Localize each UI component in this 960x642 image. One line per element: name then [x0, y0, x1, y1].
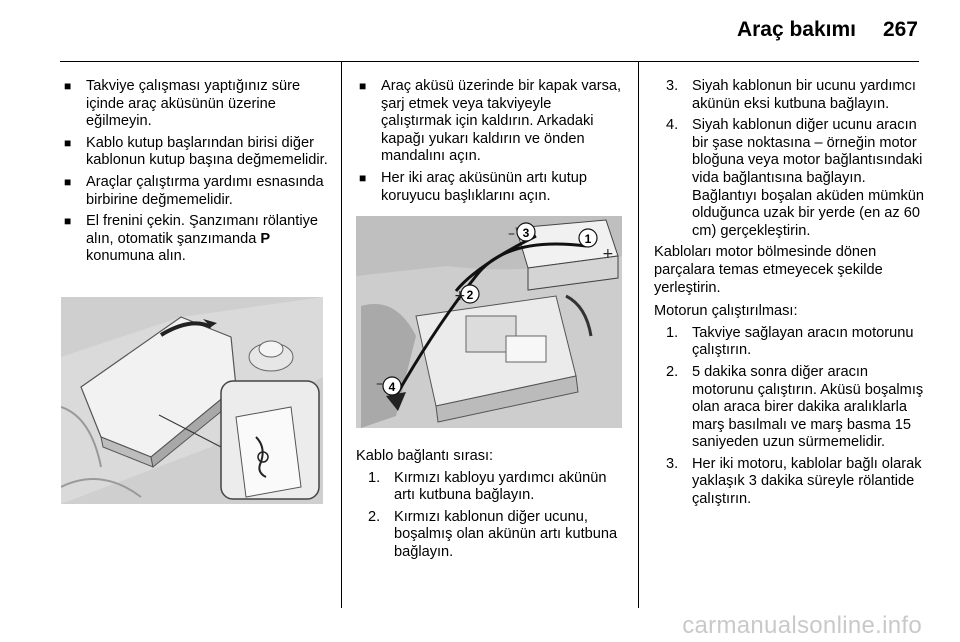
minus-terminal-icon: –	[376, 376, 383, 392]
bullet-square-icon: ■	[64, 174, 72, 189]
column-divider-2	[638, 62, 639, 608]
connection-steps	[356, 470, 624, 562]
column-1	[61, 78, 333, 270]
column-3	[654, 78, 926, 513]
column-2	[356, 78, 624, 209]
bullet-item: ■ El frenini çekin. Şanzımanı rölantiye alın, otomatik şanzımanda P konumuna alın.	[64, 213, 318, 265]
bullet-square-icon: ■	[64, 214, 72, 229]
engine-bay-drawing	[356, 216, 622, 428]
bullet-square-icon: ■	[359, 79, 367, 93]
plus-terminal-icon: +	[602, 246, 614, 262]
list-item: 2. Kırmızı kablonun diğer ucunu, boşalmış olan akünün artı kutbuna bağlayın.	[368, 508, 618, 560]
list-item: 1. Kırmızı kabloyu yardımcı akünün artı kutbuna bağlayın.	[368, 469, 607, 504]
callout-2: 2	[466, 288, 474, 302]
list-item: 1. Takviye sağlayan aracın motorunu çalıştırın.	[666, 324, 914, 359]
bullet-item: ■ Kablo kutup başlarından birisi diğer kablonun kutup başına değmemelidir.	[64, 134, 328, 169]
column-divider-1	[341, 62, 342, 608]
bullet-item: ■ Araçlar çalıştırma yardımı esnasında birbirine değmemelidir.	[64, 173, 324, 208]
battery-cover-drawing	[61, 297, 323, 504]
bullet-square-icon: ■	[64, 135, 72, 150]
callout-1: 1	[584, 232, 592, 246]
callout-4: 4	[388, 380, 396, 394]
header-divider	[60, 61, 919, 62]
list-item: 3. Her iki motoru, kablolar bağlı olarak yaklaşık 3 dakika süreyle rölantide çalıştırın.	[666, 455, 922, 508]
engine-start-steps	[654, 325, 926, 509]
list-item: 3. Siyah kablonun bir ucunu yardımcı akünün eksi kutbuna bağlayın.	[666, 78, 916, 112]
cable-routing-note: Kabloları motor bölmesinde dönen parçalara temas etmeyecek şekilde yerleştirin.	[654, 244, 883, 296]
list-item: 4. Siyah kablonun diğer ucunu aracın bir şase noktasına – örneğin motor bloğuna veya motor bağlantısındaki vida bağlantısına bağlayın. Bağlantıyı boşalan aküden mümkün olduğunca uzak bir yerde (en az 60 cm) gerçekleştirin.	[666, 117, 925, 239]
bullet-item: ■ Araç aküsü üzerinde bir kapak varsa, şarj etmek veya takviyeyle çalıştırmak için kaldırın. Arkadaki kapağı yukarı kaldırın ve önden mandalını açın.	[359, 78, 622, 165]
jump-start-illustration	[356, 216, 622, 428]
column-2-lower	[356, 448, 624, 566]
plus-terminal-icon: +	[454, 288, 466, 304]
bullet-item: ■ Her iki araç aküsünün artı kutup koruyucu başlıklarını açın.	[359, 169, 588, 204]
page-number: 267	[882, 18, 918, 41]
minus-terminal-icon: –	[508, 226, 515, 242]
gear-position-p: P	[260, 230, 271, 247]
battery-cover-illustration	[61, 297, 323, 504]
bullet-square-icon: ■	[64, 79, 72, 93]
engine-start-heading: Motorun çalıştırılması:	[654, 303, 798, 320]
list-item: 2. 5 dakika sonra diğer aracın motorunu çalıştırın. Aküsü boşalmış olan araca birer dakika aralıklarla marş basılmalı ve marş basma 15 saniyeden uzun sürmemelidir.	[666, 363, 924, 451]
watermark: carmanualsonline.info	[682, 612, 922, 639]
page-header-title: Araç bakımı	[736, 18, 856, 41]
bullet-square-icon: ■	[359, 170, 367, 185]
connection-order-heading: Kablo bağlantı sırası:	[356, 448, 494, 464]
connection-steps-continued	[654, 78, 926, 240]
callout-3: 3	[522, 226, 530, 240]
bullet-item: ■ Takviye çalışması yaptığınız süre içinde araç aküsünün üzerine eğilmeyin.	[64, 78, 301, 130]
